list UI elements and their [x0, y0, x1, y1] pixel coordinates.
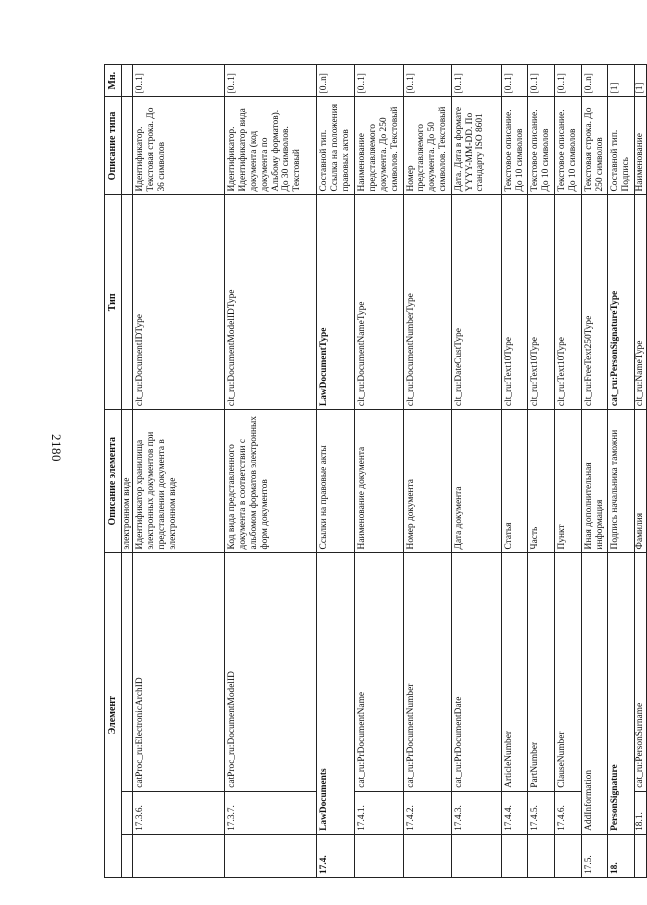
multiplicity-cell: [0..n]: [581, 65, 608, 97]
type-cell: clt_ru:NameType: [634, 195, 646, 410]
element-cell: cat_ru:PrDocumentName: [355, 553, 403, 791]
table-row: [403, 65, 451, 878]
element-cell: ClauseNumber: [555, 553, 582, 791]
element-cell: cat_ru:PrDocumentDate: [451, 553, 501, 791]
type-description-cell: Наименование: [634, 97, 646, 195]
type-cell: clt_ru:DateCustType: [451, 195, 501, 410]
type-cell: clt_ru:DocumentNumberType: [403, 195, 451, 410]
row-number: 18.1.: [634, 791, 646, 834]
description-cell: Фамилия: [634, 410, 646, 553]
element-cell: LawDocuments: [317, 553, 355, 834]
type-description-cell: Наименование представляемого документа. До 250 символов. Текстовый: [355, 97, 403, 195]
multiplicity-cell: [0..n]: [317, 65, 355, 97]
row-number: 17.4.1.: [355, 791, 403, 834]
row-number: 17.4.4.: [501, 791, 528, 834]
description-cell: Дата документа: [451, 410, 501, 553]
multiplicity-cell: [1]: [608, 65, 635, 97]
description-cell: Номер документа: [403, 410, 451, 553]
description-cell: Пункт: [555, 410, 582, 553]
specification-table: [104, 64, 647, 878]
description-cell: Подпись начальника таможни: [608, 410, 635, 553]
table-row: [121, 65, 133, 878]
multiplicity-cell: [0..1]: [528, 65, 555, 97]
element-cell: PartNumber: [528, 553, 555, 791]
page-number: 2180: [49, 434, 64, 462]
element-cell: catProc_ru:ElectronicArchID: [133, 553, 225, 791]
description-cell: Статья: [501, 410, 528, 553]
description-cell: Идентификатор хранилища электронных документов при представлении документа в электронном виде: [133, 410, 225, 553]
description-cell: Ссылки на правовые акты: [317, 410, 355, 553]
type-description-cell: Текстовая строка. До 250 символов: [581, 97, 608, 195]
row-number: 17.4.: [317, 834, 355, 877]
description-cell: Наименование документа: [355, 410, 403, 553]
multiplicity-cell: [0..1]: [133, 65, 225, 97]
type-cell: clt_ru:FreeText250Type: [581, 195, 608, 410]
type-description-cell: Текстовое описание. До 10 символов: [528, 97, 555, 195]
header-type-description: Описание типа: [105, 97, 122, 195]
table-row: [608, 65, 635, 878]
multiplicity-cell: [1]: [634, 65, 646, 97]
multiplicity-cell: [0..1]: [451, 65, 501, 97]
table-row: [133, 65, 225, 878]
row-number: 18.: [608, 834, 635, 877]
row-number: 17.5.: [581, 834, 608, 877]
table-row: [451, 65, 501, 878]
type-description-cell: Дата. Дата в формате YYYY-MM-DD. По стандарту ISO 8601: [451, 97, 501, 195]
specification-table-frame: [104, 64, 645, 878]
type-description-cell: Составной тип. Ссылка на положения правовых актов: [317, 97, 355, 195]
multiplicity-cell: [0..1]: [403, 65, 451, 97]
description-cell: Код вида представленного документа в соответствии с альбомом форматов электронных форм документов: [225, 410, 317, 553]
header-multiplicity: Мн.: [105, 65, 122, 97]
row-number: 17.4.6.: [555, 791, 582, 834]
type-cell: cat_ru:PersonSignatureType: [608, 195, 635, 410]
table-row: [555, 65, 582, 878]
table-row: [528, 65, 555, 878]
header-type: Тип: [105, 195, 122, 410]
element-cell: PersonSignature: [608, 553, 635, 834]
table-row: [317, 65, 355, 878]
type-cell: clt_ru:Text10Type: [501, 195, 528, 410]
element-cell: cat_ru:PrDocumentNumber: [403, 553, 451, 791]
header-description: Описание элемента: [105, 410, 122, 553]
type-description-cell: Составной тип. Подпись: [608, 97, 635, 195]
type-cell: clt_ru:DocumentNameType: [355, 195, 403, 410]
type-cell: LawDocumentType: [317, 195, 355, 410]
type-description-cell: Идентификатор. Текстовая строка. До 36 символов: [133, 97, 225, 195]
type-cell: clt_ru:Text10Type: [555, 195, 582, 410]
type-description-cell: Идентификатор. Идентификатор вида документа (код документа по Альбому форматов). До 30 символов. Текстовый: [225, 97, 317, 195]
table-row: [501, 65, 528, 878]
element-cell: ArticleNumber: [501, 553, 528, 791]
row-number: 17.4.5.: [528, 791, 555, 834]
type-cell: clt_ru:Text10Type: [528, 195, 555, 410]
description-cell: Иная дополнительная информация: [581, 410, 608, 553]
table-header-row: [105, 65, 122, 878]
element-cell: AddInformation: [581, 553, 608, 834]
row-number: 17.3.6.: [133, 791, 225, 834]
element-cell: cat_ru:PersonSurname: [634, 553, 646, 791]
multiplicity-cell: [0..1]: [555, 65, 582, 97]
row-number: 17.3.7.: [225, 791, 317, 834]
multiplicity-cell: [0..1]: [501, 65, 528, 97]
table-row: [355, 65, 403, 878]
multiplicity-cell: [0..1]: [225, 65, 317, 97]
description-cell: Часть: [528, 410, 555, 553]
type-description-cell: Номер представляемого документа. До 50 символов. Текстовый: [403, 97, 451, 195]
table-row: [634, 65, 646, 878]
type-cell: clt_ru:DocumentModelIDType: [225, 195, 317, 410]
table-row: [581, 65, 608, 878]
row-number: 17.4.3.: [451, 791, 501, 834]
element-cell: catProc_ru:DocumentModelID: [225, 553, 317, 791]
description-cell: электронном виде: [121, 410, 133, 553]
type-description-cell: Текстовое описание. До 10 символов: [501, 97, 528, 195]
row-number: 17.4.2.: [403, 791, 451, 834]
table-row: [225, 65, 317, 878]
multiplicity-cell: [0..1]: [355, 65, 403, 97]
header-element: Элемент: [105, 553, 122, 878]
type-description-cell: Текстовое описание. До 10 символов: [555, 97, 582, 195]
type-cell: clt_ru:DocumentIDType: [133, 195, 225, 410]
